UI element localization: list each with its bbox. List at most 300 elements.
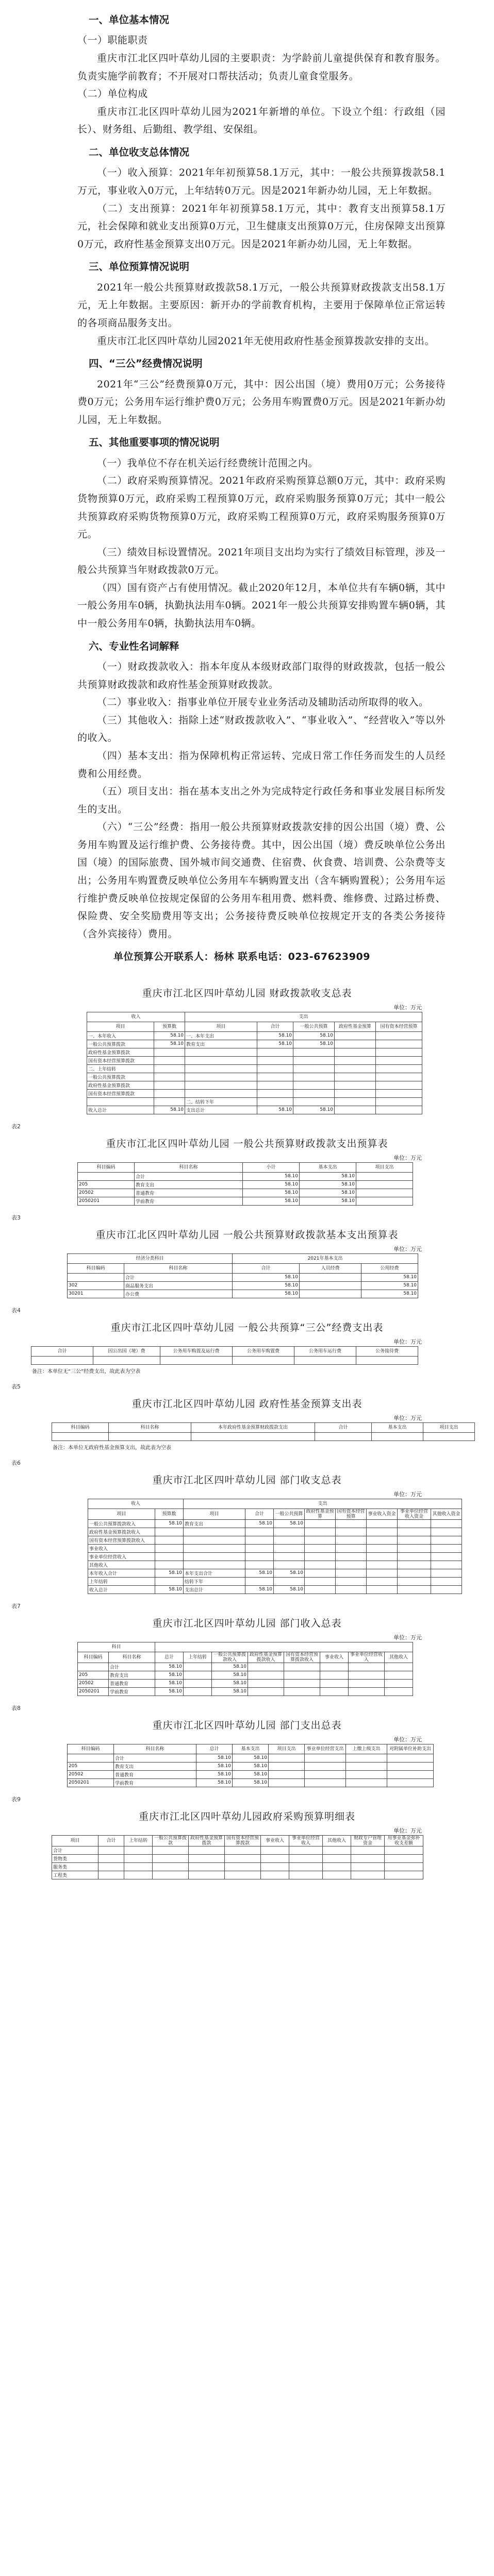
table-cell: 2050201 <box>68 1778 114 1787</box>
table-cell <box>269 1754 305 1762</box>
table-cell <box>189 1846 225 1854</box>
column-header-row <box>52 1422 475 1432</box>
table-tag: 表4 <box>11 1307 21 1314</box>
table-cell <box>372 1432 423 1440</box>
table-cell <box>294 1356 356 1364</box>
table-row <box>88 1519 462 1528</box>
paragraph: （四）基本支出：指为保障机构正常运转、完成日常工作任务而发生的人员经费和公用经费。 <box>77 750 446 779</box>
table-cell <box>376 1073 422 1081</box>
table-cell <box>184 1536 245 1544</box>
table-cell <box>257 1073 293 1081</box>
table-cell <box>376 1081 422 1089</box>
table-cell: 58.10 <box>155 1687 184 1696</box>
column-header: 项目 <box>184 1509 245 1519</box>
table-cell <box>98 1862 124 1871</box>
table-section-t2 <box>0 1122 494 1213</box>
table-cell <box>320 1679 349 1687</box>
table-cell <box>305 1762 346 1770</box>
table-row <box>88 1552 462 1561</box>
table-cell <box>431 1561 462 1569</box>
data-table <box>67 1744 434 1787</box>
table-cell <box>351 1846 385 1854</box>
table-cell <box>351 1862 385 1871</box>
unit-label: 单位：万元 <box>393 1154 422 1161</box>
table-cell <box>398 1528 431 1536</box>
table-cell <box>367 1561 398 1569</box>
table-cell: 学前教育 <box>114 1778 196 1787</box>
table-cell: 学前教育 <box>135 1197 243 1205</box>
table-cell <box>336 1519 367 1528</box>
column-header: 科目编码 <box>52 1422 109 1432</box>
table-cell <box>431 1544 462 1552</box>
column-header-row <box>78 1162 413 1172</box>
table-cell: 205 <box>78 1180 135 1189</box>
column-header: 预算数 <box>154 1022 185 1031</box>
table-cell <box>305 1569 336 1577</box>
section-heading: 五、其他重要事项的情况说明 <box>89 436 220 449</box>
table-cell <box>284 1687 320 1696</box>
group-header: 支出 <box>184 1499 462 1509</box>
column-header: 合计 <box>257 1022 293 1031</box>
table-cell: 58.10 <box>233 1754 269 1762</box>
column-header: 因公出国（境）费 <box>93 1346 160 1356</box>
column-header: 财政专户管理资金 <box>351 1835 385 1846</box>
paragraph: （二）单位构成 <box>77 88 148 100</box>
table-cell: 58.10 <box>212 1663 248 1671</box>
data-table <box>88 1499 462 1594</box>
table-row <box>87 1064 422 1073</box>
table-cell <box>185 1073 257 1081</box>
table-cell <box>323 1871 351 1879</box>
table-cell: 货物类 <box>52 1854 98 1862</box>
table-cell <box>367 1544 398 1552</box>
column-header: 其他收入 <box>323 1835 351 1846</box>
column-header-row <box>52 1835 423 1846</box>
column-header: 总计 <box>155 1652 184 1663</box>
table-cell <box>248 1671 284 1679</box>
table-cell <box>431 1519 462 1528</box>
table-cell: 服务类 <box>52 1862 98 1871</box>
table-section-t6 <box>0 1458 494 1601</box>
table-tag: 表9 <box>11 1795 21 1803</box>
column-header: 上年结转 <box>184 1652 212 1663</box>
table-cell <box>257 1056 293 1064</box>
table-cell <box>385 1663 413 1671</box>
column-header: 事业收入 <box>261 1835 289 1846</box>
table-cell: 58.10 <box>293 1040 335 1048</box>
column-header: 一般公共预算 <box>293 1022 335 1031</box>
table-cell: 2050201 <box>78 1197 135 1205</box>
table-cell <box>398 1585 431 1594</box>
table-cell: 58.10 <box>155 1679 184 1687</box>
table-cell: 合计 <box>124 1273 233 1281</box>
table-row <box>87 1048 422 1056</box>
table-cell <box>153 1854 189 1862</box>
table-cell: 58.10 <box>233 1770 269 1778</box>
table-cell: 58.10 <box>243 1197 300 1205</box>
table-cell: 58.10 <box>293 1031 335 1040</box>
column-header: 预算数 <box>155 1509 184 1519</box>
table-cell <box>349 1687 385 1696</box>
table-cell <box>376 1031 422 1040</box>
table-cell: 普通教育 <box>109 1679 155 1687</box>
table-cell: 一般公共预算拨款 <box>87 1073 154 1081</box>
table-cell <box>225 1846 261 1854</box>
table-cell <box>367 1585 398 1594</box>
table-cell: 58.10 <box>300 1180 356 1189</box>
table-tag: 表5 <box>11 1383 21 1390</box>
table-cell <box>154 1064 185 1073</box>
table-cell <box>305 1585 336 1594</box>
table-cell <box>300 1281 361 1290</box>
table-cell: 20502 <box>78 1679 109 1687</box>
column-header: 本年政府性基金预算财政拨款支出 <box>191 1422 315 1432</box>
column-header-row <box>68 1263 418 1273</box>
table-cell <box>154 1048 185 1056</box>
table-cell <box>346 1778 387 1787</box>
column-header: 上年结转 <box>124 1835 153 1846</box>
table-cell: 58.10 <box>300 1189 356 1197</box>
table-cell: 58.10 <box>154 1106 185 1114</box>
table-cell <box>336 1536 367 1544</box>
table-cell <box>155 1552 184 1561</box>
table-cell <box>248 1687 284 1696</box>
table-cell <box>261 1862 289 1871</box>
table-cell: 58.10 <box>233 1762 269 1770</box>
table-cell <box>367 1569 398 1577</box>
table-cell: 58.10 <box>196 1754 233 1762</box>
column-header: 项目支出 <box>356 1162 413 1172</box>
table-cell <box>284 1671 320 1679</box>
table-tag: 表7 <box>11 1602 21 1609</box>
column-header: 科目编码 <box>78 1162 135 1172</box>
table-cell <box>367 1552 398 1561</box>
table-cell <box>289 1854 323 1862</box>
table-cell <box>185 1056 257 1064</box>
table-cell <box>261 1854 289 1862</box>
tables-area <box>0 971 494 1887</box>
table-cell <box>225 1871 261 1879</box>
table-cell <box>300 1273 361 1281</box>
column-header: 事业收入 <box>320 1652 349 1663</box>
table-tag: 表6 <box>11 1459 21 1466</box>
table-cell <box>153 1871 189 1879</box>
table-cell <box>274 1561 305 1569</box>
column-header: 一般公共预算拨款 <box>153 1835 189 1846</box>
table-cell: 58.10 <box>245 1569 274 1577</box>
column-header: 公务用车购置费 <box>233 1346 294 1356</box>
table-cell <box>323 1854 351 1862</box>
table-cell <box>349 1679 385 1687</box>
column-header: 事业单位经营收入资金 <box>398 1509 431 1519</box>
table-row <box>87 1081 422 1089</box>
column-header-row <box>68 1744 434 1754</box>
unit-label: 单位：万元 <box>393 1004 422 1011</box>
paragraph: （一）我单位不存在机关运行经费统计范围之内。 <box>97 457 319 469</box>
table-cell <box>335 1073 376 1081</box>
table-cell: 58.10 <box>233 1290 300 1298</box>
column-header: 一般公共预算拨款收入 <box>212 1652 248 1663</box>
paragraph: （一）收入预算：2021年年初预算58.1万元，其中：一般公共预算拨款58.1万元，事业收入0万元，上年结转0万元。因是2021年新办幼儿园，无上年数据。 <box>77 167 446 197</box>
table-cell <box>431 1552 462 1561</box>
table-cell <box>305 1561 336 1569</box>
table-cell <box>185 1048 257 1056</box>
table-section-t5 <box>0 1382 494 1458</box>
table-tag: 表3 <box>11 1214 21 1221</box>
table-cell <box>184 1528 245 1536</box>
table-cell <box>305 1544 336 1552</box>
paragraph: （六）“三公”经费：指用一般公共预算财政拨款安排的因公出国（境）费、公务用车购置及运行维护费、公务接待费。其中，因公出国（境）费反映单位公务出国（境）的国际旅费、国外城市间交通费、住宿费、伙食费、培训费、公杂费等支出；公务用车购置费反映单位公务用车车辆购置支出（含车辆购置税）；公务用车运行维护费反映单位按规定保留的公务用车租用费、燃料费、维修费、过路过桥费、保险费、安全奖励费用等支出；公务接待费反映单位按规定开支的各类公务接待（含外宾接待）费用。 <box>77 821 446 940</box>
table-row <box>87 1073 422 1081</box>
table-cell <box>387 1762 434 1770</box>
column-header: 政府性基金预算 <box>305 1509 336 1519</box>
table-cell <box>233 1356 294 1364</box>
table-cell <box>184 1671 212 1679</box>
table-cell <box>78 1663 109 1671</box>
table-row <box>68 1290 418 1298</box>
table-cell <box>349 1671 385 1679</box>
table-row <box>78 1679 413 1687</box>
table-cell <box>153 1846 189 1854</box>
table-cell: 20502 <box>68 1770 114 1778</box>
paragraph: （二）政府采购预算情况。2021年政府采购预算总额0万元，其中：政府采购货物预算0万元，政府采购工程预算0万元，政府采购服务预算0万元；其中一般公共预算政府采购货物预算0万元，政府采购工程预算0万元，政府采购服务预算0万元。 <box>77 475 446 540</box>
table-cell: 一般公共预算拨款 <box>87 1040 154 1048</box>
column-header: 项目 <box>185 1022 257 1031</box>
paragraph: （一）职能职责 <box>77 35 148 46</box>
table-cell: 302 <box>68 1281 124 1290</box>
table-cell: 教育支出 <box>184 1519 245 1528</box>
column-header: 政府性基金预算 <box>335 1022 376 1031</box>
header-row <box>68 1253 418 1263</box>
table-cell: 本年支出合计 <box>184 1569 245 1577</box>
table-cell <box>423 1432 475 1440</box>
table-cell <box>387 1754 434 1762</box>
table-cell: 58.10 <box>300 1197 356 1205</box>
table-cell: 58.10 <box>257 1106 293 1114</box>
table-cell <box>155 1561 184 1569</box>
table-cell <box>376 1097 422 1106</box>
table-row <box>88 1561 462 1569</box>
table-row <box>87 1089 422 1097</box>
table-cell: 205 <box>78 1671 109 1679</box>
table-cell: 政府性基金预算拨款收入 <box>88 1528 155 1536</box>
table-cell: 205 <box>68 1762 114 1770</box>
table-cell <box>154 1056 185 1064</box>
table-cell <box>269 1770 305 1778</box>
table-title: 重庆市江北区四叶草幼儿园 部门收入总表 <box>152 1617 342 1629</box>
table-row <box>52 1862 423 1871</box>
header-row <box>87 1012 422 1022</box>
table-cell: 58.10 <box>233 1273 300 1281</box>
table-cell <box>356 1172 413 1180</box>
table-cell <box>185 1089 257 1097</box>
data-table <box>77 1642 413 1696</box>
table-row <box>88 1536 462 1544</box>
table-cell: 教育支出 <box>109 1671 155 1679</box>
data-table <box>67 1253 418 1298</box>
column-header: 对附属单位补助支出 <box>387 1744 434 1754</box>
table-cell <box>98 1854 124 1862</box>
table-cell <box>398 1569 431 1577</box>
table-cell <box>431 1585 462 1594</box>
paragraph: （三）其他收入：指除上述“财政拨款收入”、“事业收入”、“经营收入”等以外的收入。 <box>77 714 446 744</box>
table-cell <box>293 1056 335 1064</box>
column-header: 总计 <box>196 1744 233 1754</box>
table-cell <box>184 1561 245 1569</box>
table-title: 重庆市江北区四叶草幼儿园 部门收支总表 <box>152 1474 342 1486</box>
table-cell <box>185 1081 257 1089</box>
paragraph: 重庆市江北区四叶草幼儿园为2021年新增的单位。下设立个组：行政组（园长）、财务组、后勤组、教学组、安保组。 <box>77 106 446 135</box>
table-cell: 58.10 <box>233 1778 269 1787</box>
column-header-row <box>31 1346 418 1356</box>
table-cell <box>93 1356 160 1364</box>
column-header: 项目支出 <box>269 1744 305 1754</box>
table-cell <box>376 1106 422 1114</box>
table-title: 重庆市江北区四叶草幼儿园 政府性基金预算支出表 <box>131 1398 363 1410</box>
table-cell <box>305 1778 346 1787</box>
table-cell <box>248 1679 284 1687</box>
column-header: 项目 <box>88 1509 155 1519</box>
table-cell <box>245 1552 274 1561</box>
table-cell <box>376 1056 422 1064</box>
table-cell: 30201 <box>68 1290 124 1298</box>
table-cell: 商品服务支出 <box>124 1281 233 1290</box>
table-cell: 事业收入 <box>88 1544 155 1552</box>
table-cell <box>189 1871 225 1879</box>
table-cell <box>398 1519 431 1528</box>
table-cell <box>154 1097 185 1106</box>
column-header: 事业单位经营收入 <box>289 1835 323 1846</box>
table-cell: 其他收入 <box>88 1561 155 1569</box>
table-cell <box>154 1081 185 1089</box>
table-row <box>52 1854 423 1862</box>
table-row <box>52 1846 423 1854</box>
section-heading: 一、单位基本情况 <box>89 14 170 26</box>
paragraph: 重庆市江北区四叶草幼儿园的主要职责：为学龄前儿童提供保育和教育服务。负责实施学前教育；不开展对口帮扶活动；负责儿童食堂服务。 <box>77 53 446 82</box>
section-heading: 四、“三公”经费情况说明 <box>89 358 203 370</box>
table-cell <box>336 1577 367 1585</box>
column-header: 科目名称 <box>109 1652 155 1663</box>
table-cell: 58.10 <box>212 1687 248 1696</box>
table-cell <box>356 1356 418 1364</box>
column-header: 基本支出 <box>372 1422 423 1432</box>
table-note: 备注：本单位无“三公”经费支出，故此表为空表 <box>32 1368 141 1375</box>
column-header: 上缴上级支出 <box>346 1744 387 1754</box>
table-cell: 58.10 <box>155 1663 184 1671</box>
table-cell <box>305 1536 336 1544</box>
table-cell <box>293 1064 335 1073</box>
table-cell <box>257 1089 293 1097</box>
table-cell: 政府性基金预算拨款 <box>87 1081 154 1089</box>
table-cell <box>289 1846 323 1854</box>
column-header: 小计 <box>243 1162 300 1172</box>
table-cell <box>274 1577 305 1585</box>
table-cell <box>98 1846 124 1854</box>
table-cell <box>189 1862 225 1871</box>
table-cell <box>320 1671 349 1679</box>
table-cell <box>398 1552 431 1561</box>
table-cell <box>335 1056 376 1064</box>
table-cell <box>336 1569 367 1577</box>
table-cell <box>160 1356 233 1364</box>
table-cell <box>261 1846 289 1854</box>
table-cell <box>185 1064 257 1073</box>
table-row <box>68 1778 434 1787</box>
group-header: 收入 <box>87 1012 185 1022</box>
table-cell <box>387 1770 434 1778</box>
column-header: 政府性基金预算拨款收入 <box>248 1652 284 1663</box>
table-cell: 合计 <box>135 1172 243 1180</box>
table-cell <box>305 1552 336 1561</box>
column-header: 项目 <box>52 1835 98 1846</box>
table-cell: 58.10 <box>245 1519 274 1528</box>
paragraph: 重庆市江北区四叶草幼儿园2021年无使用政府性基金预算拨款安排的支出。 <box>97 335 435 347</box>
table-cell <box>293 1048 335 1056</box>
table-cell <box>385 1871 423 1879</box>
table-cell <box>124 1846 153 1854</box>
narrative-text <box>0 0 494 971</box>
table-cell: 支出总计 <box>185 1106 257 1114</box>
unit-label: 单位：万元 <box>393 1490 422 1498</box>
table-cell <box>257 1048 293 1056</box>
column-header: 项目支出 <box>423 1422 475 1432</box>
table-cell <box>269 1762 305 1770</box>
column-header: 公务用车购置及运行费 <box>160 1346 233 1356</box>
table-cell <box>398 1536 431 1544</box>
table-row <box>68 1754 434 1762</box>
table-cell <box>284 1679 320 1687</box>
table-cell: 支出总计 <box>184 1585 245 1594</box>
column-header: 基本支出 <box>300 1162 356 1172</box>
column-header: 科目名称 <box>109 1422 191 1432</box>
table-section-t3 <box>0 1213 494 1306</box>
data-table <box>52 1422 475 1441</box>
table-cell <box>274 1552 305 1561</box>
table-cell <box>269 1778 305 1787</box>
table-cell <box>335 1048 376 1056</box>
table-cell <box>387 1778 434 1787</box>
group-header: 支出 <box>185 1012 422 1022</box>
table-cell: 58.10 <box>243 1189 300 1197</box>
table-cell <box>398 1544 431 1552</box>
group-header-blank <box>155 1642 413 1652</box>
table-cell <box>124 1862 153 1871</box>
table-cell <box>289 1871 323 1879</box>
table-cell <box>274 1536 305 1544</box>
table-note: 备注：本单位无政府性基金预算支出，故此表为空表 <box>53 1445 171 1451</box>
table-cell <box>109 1432 191 1440</box>
table-cell: 教育支出 <box>114 1762 196 1770</box>
table-cell: 58.10 <box>196 1770 233 1778</box>
group-header: 2021年基本支出 <box>233 1253 418 1263</box>
section-heading: 三、单位预算情况说明 <box>89 261 190 273</box>
table-cell <box>335 1040 376 1048</box>
table-row <box>31 1356 418 1364</box>
table-cell <box>336 1552 367 1561</box>
table-cell: 教育支出 <box>185 1040 257 1048</box>
table-cell <box>376 1089 422 1097</box>
table-cell <box>155 1536 184 1544</box>
table-cell <box>398 1561 431 1569</box>
table-cell: 58.10 <box>257 1031 293 1040</box>
table-cell: 58.10 <box>212 1671 248 1679</box>
column-header: 科目名称 <box>114 1744 196 1754</box>
table-cell: 国有资本经营预算拨款收入 <box>88 1536 155 1544</box>
column-header: 政府性基金预算拨款 <box>189 1835 225 1846</box>
table-cell <box>385 1671 413 1679</box>
unit-label: 单位：万元 <box>393 1245 422 1252</box>
column-header: 国有资本经营预算 <box>336 1509 367 1519</box>
